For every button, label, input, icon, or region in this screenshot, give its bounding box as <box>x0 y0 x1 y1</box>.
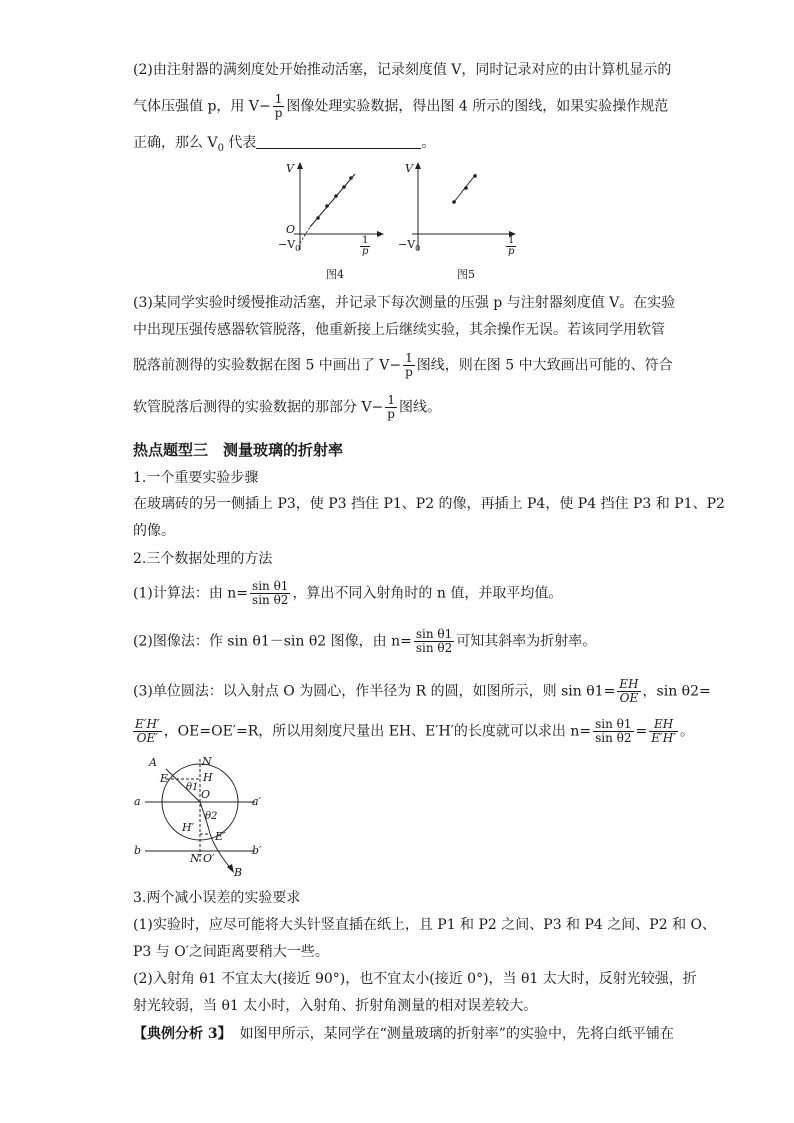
fig4-x-label: $\frac{1}{p}$ <box>362 235 369 257</box>
label-n-prime: N′ <box>190 852 203 865</box>
label-n: N <box>202 755 212 768</box>
step-text-line-2: 的像。 <box>133 523 175 539</box>
subheading-3: 3.两个减小误差的实验要求 <box>133 890 301 906</box>
method-2: (2)图像法：作 sin θ1－sin θ2 图像，由 n= $\frac{\text{sin θ1}}{\text{sin θ2}}$ 可知其斜率为折射率。 <box>133 627 597 655</box>
label-h-prime: H′ <box>182 821 195 834</box>
fig5-x-label: $\frac{1}{p}$ <box>508 235 515 257</box>
example-label: 【典例分析 3】 <box>133 1026 232 1042</box>
label-theta2: θ2 <box>205 811 218 822</box>
subheading-2: 2.三个数据处理的方法 <box>133 551 273 567</box>
fig5-v-label: V <box>405 162 413 175</box>
step-text-line-1: 在玻璃砖的另一侧插上 P3，使 P3 挡住 P1、P2 的像，再插上 P4，使 P4 挡住 P3 和 P1、P2 <box>133 496 725 512</box>
q3-line-4: 软管脱落后测得的实验数据的那部分 V− $\frac{1}{p}$ 图线。 <box>133 393 441 421</box>
label-b-point: B <box>234 866 243 879</box>
label-b-line: b <box>134 844 142 857</box>
method-3-line-1: (3)单位圆法：以入射点 O 为圆心，作半径为 R 的圆，如图所示，则 sin θ1= $\frac{EH}{OE}$ ，sin θ2= <box>133 677 711 705</box>
label-b-prime: b′ <box>252 844 262 857</box>
fig5-neg-v0-label: $-V_0$ <box>398 238 421 254</box>
q3-line-3: 脱落前测得的实验数据在图 5 中画出了 V− $\frac{1}{p}$ 图线，则在图 5 中大致画出可能的、符合 <box>133 351 673 379</box>
q2-line-3: 正确，那么 $V_0$ 代表 。 <box>133 135 436 154</box>
label-a-prime: a′ <box>252 795 262 808</box>
section-heading: 热点题型三 测量玻璃的折射率 <box>133 441 344 459</box>
req-2-line-1: (2)入射角 θ1 不宜太大(接近 90°)，也不宜太小(接近 0°)，当 θ1 太大时，反射光较强，折 <box>133 971 697 987</box>
q3-line-1: (3)某同学实验时缓慢推动活塞，并记录下每次测量的压强 p 与注射器刻度值 V。在实验 <box>133 295 676 311</box>
example-line: 【典例分析 3】 如图甲所示，某同学在“测量玻璃的折射率”的实验中，先将白纸平铺在 <box>133 1026 674 1042</box>
req-1-line-1: (1)实验时，应尽可能将大头针竖直插在纸上，且 P1 和 P2 之间、P3 和 P4 之间、P2 和 O、 <box>133 917 716 933</box>
label-o-prime: O′ <box>203 852 215 865</box>
req-1-line-2: P3 与 O′之间距离要稍大一些。 <box>133 944 329 960</box>
method-3-line-2: $\frac{E'H'}{OE'}$ ，OE=OE′=R，所以用刻度尺量出 EH、E′H′的长度就可以求出 n= $\frac{\text{sin θ1}}{\text{sin θ2}}$ = $\frac{EH}{E'H'}$ 。 <box>135 717 694 745</box>
q3-line-2: 中出现压强传感器软管脱落，他重新接上后继续实验，其余操作无误。若该同学用软管 <box>133 322 665 338</box>
label-h: H <box>203 771 213 784</box>
label-theta1: θ1 <box>186 782 199 793</box>
label-a-line: a <box>134 795 141 808</box>
answer-blank <box>256 134 421 149</box>
q2-line-2: 气体压强值 p，用 V− $\frac{1}{p}$ 图像处理实验数据，得出图 4 所示的图线，如果实验操作规范 <box>133 92 669 120</box>
method-1: (1)计算法：由 n= $\frac{\text{sin θ1}}{\text{sin θ2}}$ ，算出不同入射角时的 n 值，并取平均值。 <box>133 579 563 607</box>
fig4-origin-label: O <box>286 223 296 236</box>
fig4-caption: 图4 <box>326 268 344 281</box>
label-a-point: A <box>149 756 157 769</box>
label-e-prime: E′ <box>215 830 226 843</box>
q2-line-1: (2)由注射器的满刻度处开始推动活塞，记录刻度值 V，同时记录对应的由计算机显示的 <box>133 62 672 78</box>
req-2-line-2: 射光较弱，当 θ1 太小时，入射角、折射角测量的相对误差较大。 <box>133 998 538 1014</box>
fraction-1-over-p: $\frac{1}{p}$ <box>274 92 283 120</box>
label-o: O <box>201 788 211 801</box>
subheading-1: 1.一个重要实验步骤 <box>133 470 259 486</box>
fig4-neg-v0-label: $-V_0$ <box>278 238 301 254</box>
fig5-caption: 图5 <box>457 268 475 281</box>
fig4-v-label: V <box>286 162 294 175</box>
label-e: E <box>160 772 169 785</box>
